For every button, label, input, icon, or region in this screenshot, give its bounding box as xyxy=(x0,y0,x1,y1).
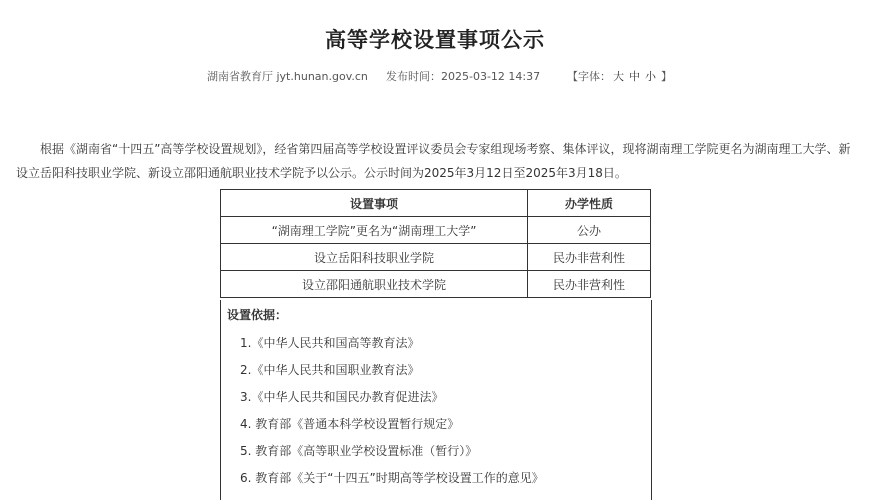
basis-title: 设置依据： xyxy=(227,308,288,322)
basis-section xyxy=(220,300,652,500)
source-label: 湖南省教育厅 jyt.hunan.gov.cn xyxy=(207,70,368,83)
table-row xyxy=(221,244,651,271)
publish-date-value: 2025-03-12 14:37 xyxy=(441,70,541,83)
items-table xyxy=(220,189,651,298)
font-size-controls xyxy=(565,68,672,84)
font-large-link[interactable]: 大 xyxy=(613,70,624,83)
table-cell-item: 设立岳阳科技职业学院 xyxy=(221,244,528,271)
table-cell-nature: 民办非营利性 xyxy=(528,271,651,298)
table-cell-nature: 公办 xyxy=(528,217,651,244)
table-header-item: 设置事项 xyxy=(221,190,528,217)
table-row xyxy=(221,271,651,298)
table-cell-nature: 民办非营利性 xyxy=(528,244,651,271)
basis-item: 3.《中华人民共和国民办教育促进法》 xyxy=(240,390,444,404)
table-header-nature: 办学性质 xyxy=(528,190,651,217)
table-header-row xyxy=(221,190,651,217)
font-size-close: 】 xyxy=(661,70,672,83)
publish-date xyxy=(386,68,540,84)
table-row xyxy=(221,217,651,244)
font-medium-link[interactable]: 中 xyxy=(629,70,640,83)
table-cell-item: 设立邵阳通航职业技术学院 xyxy=(221,271,528,298)
font-small-link[interactable]: 小 xyxy=(645,70,656,83)
basis-item: 1.《中华人民共和国高等教育法》 xyxy=(240,336,420,350)
basis-item: 4. 教育部《普通本科学校设置暂行规定》 xyxy=(240,417,460,431)
basis-item: 5. 教育部《高等职业学校设置标准（暂行）》 xyxy=(240,444,478,458)
basis-item: 6. 教育部《关于“十四五”时期高等学校设置工作的意见》 xyxy=(240,471,544,485)
page-title: 高等学校设置事项公示 xyxy=(325,28,545,52)
basis-item: 2.《中华人民共和国职业教育法》 xyxy=(240,363,420,377)
announcement-paragraph: 根据《湖南省“十四五”高等学校设置规划》，经省第四届高等学校设置评议委员会专家组现场考察、集体评议，现将湖南理工学院更名为湖南理工大学、新设立岳阳科技职业学院、新设立邵阳通航职业技术学院予以公示。公示时间为2025年3月12日至2025年3月18日。 xyxy=(16,142,851,180)
publish-date-label: 发布时间： xyxy=(386,70,441,83)
table-cell-item: “湖南理工学院”更名为“湖南理工大学” xyxy=(221,217,528,244)
font-size-label: 【字体： xyxy=(567,70,611,83)
